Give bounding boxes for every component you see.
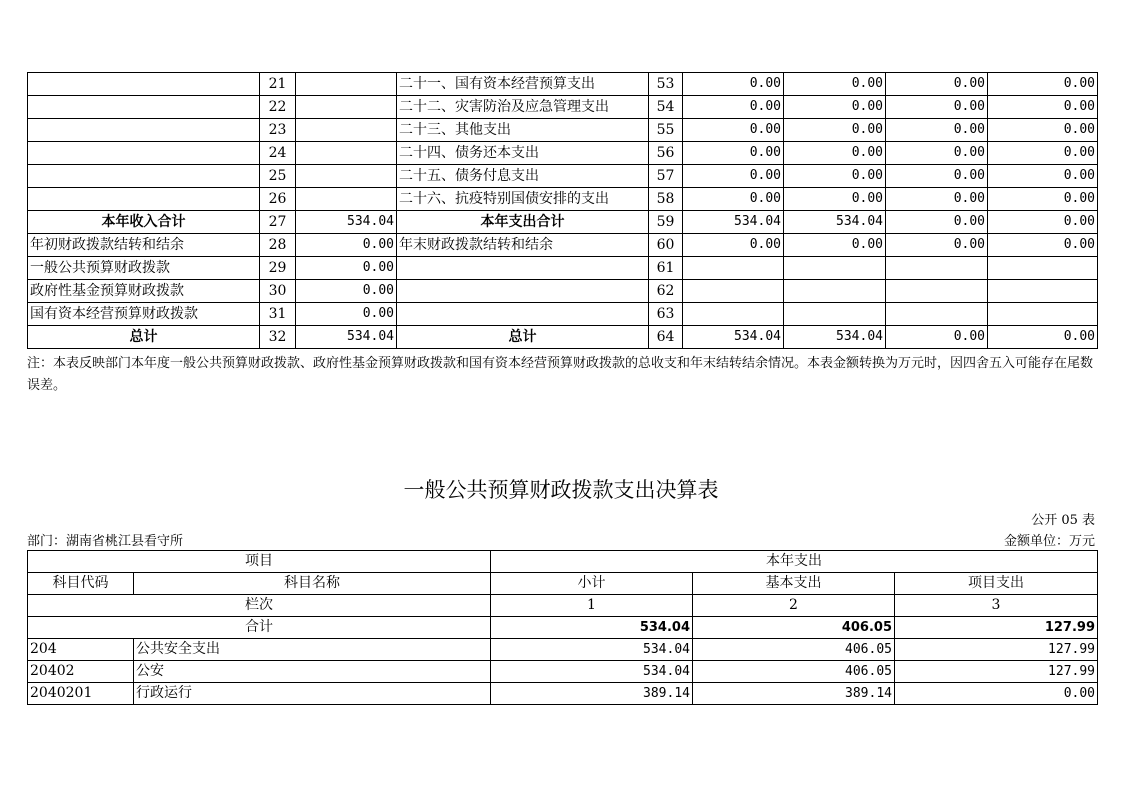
- expenditure-row-number: 57: [649, 165, 683, 188]
- subtotal: 389.14: [491, 683, 693, 705]
- expenditure-row-number: 60: [649, 234, 683, 257]
- table-row: [28, 639, 1098, 661]
- expenditure-total: 0.00: [683, 188, 784, 211]
- income-item: [28, 73, 260, 96]
- expenditure-item: 二十五、债务付息支出: [397, 165, 649, 188]
- government-fund-amount: 0.00: [886, 96, 988, 119]
- table-row: [28, 326, 1098, 349]
- subtotal: 534.04: [491, 661, 693, 683]
- expenditure-row-number: 63: [649, 303, 683, 326]
- state-capital-amount: [988, 303, 1098, 326]
- income-expenditure-table-body: [28, 73, 1098, 349]
- general-budget-amount: 0.00: [784, 234, 886, 257]
- income-row-number: 21: [260, 73, 296, 96]
- header-name: 科目名称: [134, 573, 491, 595]
- column-index-row: [28, 595, 1098, 617]
- table-row: [28, 119, 1098, 142]
- government-fund-amount: 0.00: [886, 73, 988, 96]
- table-note: 注：本表反映部门本年度一般公共预算财政拨款、政府性基金预算财政拨款和国有资本经营预算财政拨款的总收支和年末结转结余情况。本表金额转换为万元时，因四舍五入可能存在尾数误差。: [27, 356, 1094, 393]
- income-item: [28, 119, 260, 142]
- total-project: 127.99: [895, 617, 1098, 639]
- general-budget-amount: 0.00: [784, 188, 886, 211]
- expenditure-row-number: 53: [649, 73, 683, 96]
- header-code: 科目代码: [28, 573, 134, 595]
- income-amount: 0.00: [296, 234, 397, 257]
- expenditure-total: 0.00: [683, 119, 784, 142]
- general-budget-amount: [784, 257, 886, 280]
- state-capital-amount: 0.00: [988, 326, 1098, 349]
- expenditure-item: 二十一、国有资本经营预算支出: [397, 73, 649, 96]
- header-row-2: [28, 573, 1098, 595]
- expenditure-total: [683, 280, 784, 303]
- amount-unit-label: 金额单位：万元: [1003, 534, 1095, 549]
- government-fund-amount: [886, 280, 988, 303]
- income-item: 一般公共预算财政拨款: [28, 257, 260, 280]
- expenditure-total: [683, 257, 784, 280]
- general-budget-amount: 0.00: [784, 165, 886, 188]
- expenditure-item: [397, 303, 649, 326]
- project-expenditure: 0.00: [895, 683, 1098, 705]
- table-row: [28, 96, 1098, 119]
- state-capital-amount: 0.00: [988, 73, 1098, 96]
- income-row-number: 22: [260, 96, 296, 119]
- basic-expenditure: 406.05: [693, 639, 895, 661]
- government-fund-amount: 0.00: [886, 234, 988, 257]
- general-budget-amount: 0.00: [784, 142, 886, 165]
- income-amount: [296, 96, 397, 119]
- government-fund-amount: 0.00: [886, 188, 988, 211]
- table-row: [28, 211, 1098, 234]
- state-capital-amount: 0.00: [988, 142, 1098, 165]
- government-fund-amount: 0.00: [886, 211, 988, 234]
- state-capital-amount: 0.00: [988, 188, 1098, 211]
- table-row: [28, 280, 1098, 303]
- table-row: [28, 142, 1098, 165]
- expenditure-total: [683, 303, 784, 326]
- government-fund-amount: [886, 257, 988, 280]
- general-budget-amount: 0.00: [784, 73, 886, 96]
- income-row-number: 27: [260, 211, 296, 234]
- government-fund-amount: 0.00: [886, 142, 988, 165]
- expenditure-item: [397, 280, 649, 303]
- general-budget-amount: 534.04: [784, 326, 886, 349]
- expenditure-total: 534.04: [683, 211, 784, 234]
- state-capital-amount: 0.00: [988, 234, 1098, 257]
- header-item: 项目: [28, 551, 491, 573]
- expenditure-item: 二十四、债务还本支出: [397, 142, 649, 165]
- income-amount: 534.04: [296, 326, 397, 349]
- column-index-2: 2: [693, 595, 895, 617]
- income-item: [28, 165, 260, 188]
- total-label: 合计: [28, 617, 491, 639]
- table-row: [28, 683, 1098, 705]
- header-year-expenditure: 本年支出: [491, 551, 1098, 573]
- table-row: [28, 303, 1098, 326]
- expenditure-total: 0.00: [683, 96, 784, 119]
- state-capital-amount: 0.00: [988, 96, 1098, 119]
- basic-expenditure: 389.14: [693, 683, 895, 705]
- general-budget-expenditure-table: [27, 550, 1098, 705]
- header-subtotal: 小计: [491, 573, 693, 595]
- expenditure-total: 0.00: [683, 234, 784, 257]
- general-budget-amount: 0.00: [784, 119, 886, 142]
- income-row-number: 28: [260, 234, 296, 257]
- total-basic: 406.05: [693, 617, 895, 639]
- income-row-number: 32: [260, 326, 296, 349]
- subject-name: 行政运行: [134, 683, 491, 705]
- expenditure-row-number: 56: [649, 142, 683, 165]
- income-row-number: 24: [260, 142, 296, 165]
- income-item: 政府性基金预算财政拨款: [28, 280, 260, 303]
- income-expenditure-table: [27, 72, 1098, 349]
- expenditure-total: 534.04: [683, 326, 784, 349]
- general-budget-amount: [784, 303, 886, 326]
- table-row: [28, 73, 1098, 96]
- income-amount: [296, 188, 397, 211]
- expenditure-row-number: 55: [649, 119, 683, 142]
- column-index-label: 栏次: [28, 595, 491, 617]
- income-item: [28, 142, 260, 165]
- income-item: 总计: [28, 326, 260, 349]
- income-amount: [296, 142, 397, 165]
- expenditure-total: 0.00: [683, 142, 784, 165]
- general-budget-amount: [784, 280, 886, 303]
- income-item: 国有资本经营预算财政拨款: [28, 303, 260, 326]
- expenditure-row-number: 54: [649, 96, 683, 119]
- table-row: [28, 661, 1098, 683]
- income-item: 年初财政拨款结转和结余: [28, 234, 260, 257]
- income-amount: 534.04: [296, 211, 397, 234]
- expenditure-item: 总计: [397, 326, 649, 349]
- income-row-number: 30: [260, 280, 296, 303]
- income-row-number: 23: [260, 119, 296, 142]
- expenditure-item: [397, 257, 649, 280]
- column-index-3: 3: [895, 595, 1098, 617]
- expenditure-row-number: 61: [649, 257, 683, 280]
- government-fund-amount: 0.00: [886, 119, 988, 142]
- header-row-1: [28, 551, 1098, 573]
- state-capital-amount: [988, 257, 1098, 280]
- income-item: [28, 96, 260, 119]
- header-basic: 基本支出: [693, 573, 895, 595]
- government-fund-amount: 0.00: [886, 326, 988, 349]
- department-label: 部门：湖南省桃江县看守所: [27, 534, 184, 549]
- table-row: [28, 188, 1098, 211]
- total-row: [28, 617, 1098, 639]
- state-capital-amount: 0.00: [988, 211, 1098, 234]
- income-item: 本年收入合计: [28, 211, 260, 234]
- project-expenditure: 127.99: [895, 639, 1098, 661]
- table-row: [28, 257, 1098, 280]
- income-amount: [296, 165, 397, 188]
- subject-code: 204: [28, 639, 134, 661]
- income-row-number: 25: [260, 165, 296, 188]
- expenditure-row-number: 62: [649, 280, 683, 303]
- general-budget-amount: 0.00: [784, 96, 886, 119]
- subject-code: 20402: [28, 661, 134, 683]
- subtotal: 534.04: [491, 639, 693, 661]
- income-row-number: 29: [260, 257, 296, 280]
- state-capital-amount: 0.00: [988, 165, 1098, 188]
- expenditure-item: 本年支出合计: [397, 211, 649, 234]
- expenditure-rows: [28, 639, 1098, 705]
- general-budget-amount: 534.04: [784, 211, 886, 234]
- income-amount: 0.00: [296, 257, 397, 280]
- expenditure-row-number: 58: [649, 188, 683, 211]
- header-project: 项目支出: [895, 573, 1098, 595]
- total-subtotal: 534.04: [491, 617, 693, 639]
- subject-name: 公安: [134, 661, 491, 683]
- form-number: 公开 05 表: [1031, 513, 1095, 528]
- expenditure-item: 二十六、抗疫特别国债安排的支出: [397, 188, 649, 211]
- government-fund-amount: [886, 303, 988, 326]
- expenditure-item: 二十三、其他支出: [397, 119, 649, 142]
- income-row-number: 31: [260, 303, 296, 326]
- column-index-1: 1: [491, 595, 693, 617]
- expenditure-row-number: 64: [649, 326, 683, 349]
- subject-code: 2040201: [28, 683, 134, 705]
- income-row-number: 26: [260, 188, 296, 211]
- page-title: 一般公共预算财政拨款支出决算表: [403, 478, 719, 502]
- expenditure-total: 0.00: [683, 165, 784, 188]
- income-amount: [296, 73, 397, 96]
- government-fund-amount: 0.00: [886, 165, 988, 188]
- income-item: [28, 188, 260, 211]
- table-row: [28, 234, 1098, 257]
- state-capital-amount: 0.00: [988, 119, 1098, 142]
- income-amount: [296, 119, 397, 142]
- income-amount: 0.00: [296, 280, 397, 303]
- expenditure-row-number: 59: [649, 211, 683, 234]
- expenditure-item: 年末财政拨款结转和结余: [397, 234, 649, 257]
- expenditure-total: 0.00: [683, 73, 784, 96]
- expenditure-item: 二十二、灾害防治及应急管理支出: [397, 96, 649, 119]
- state-capital-amount: [988, 280, 1098, 303]
- table-row: [28, 165, 1098, 188]
- subject-name: 公共安全支出: [134, 639, 491, 661]
- project-expenditure: 127.99: [895, 661, 1098, 683]
- income-amount: 0.00: [296, 303, 397, 326]
- basic-expenditure: 406.05: [693, 661, 895, 683]
